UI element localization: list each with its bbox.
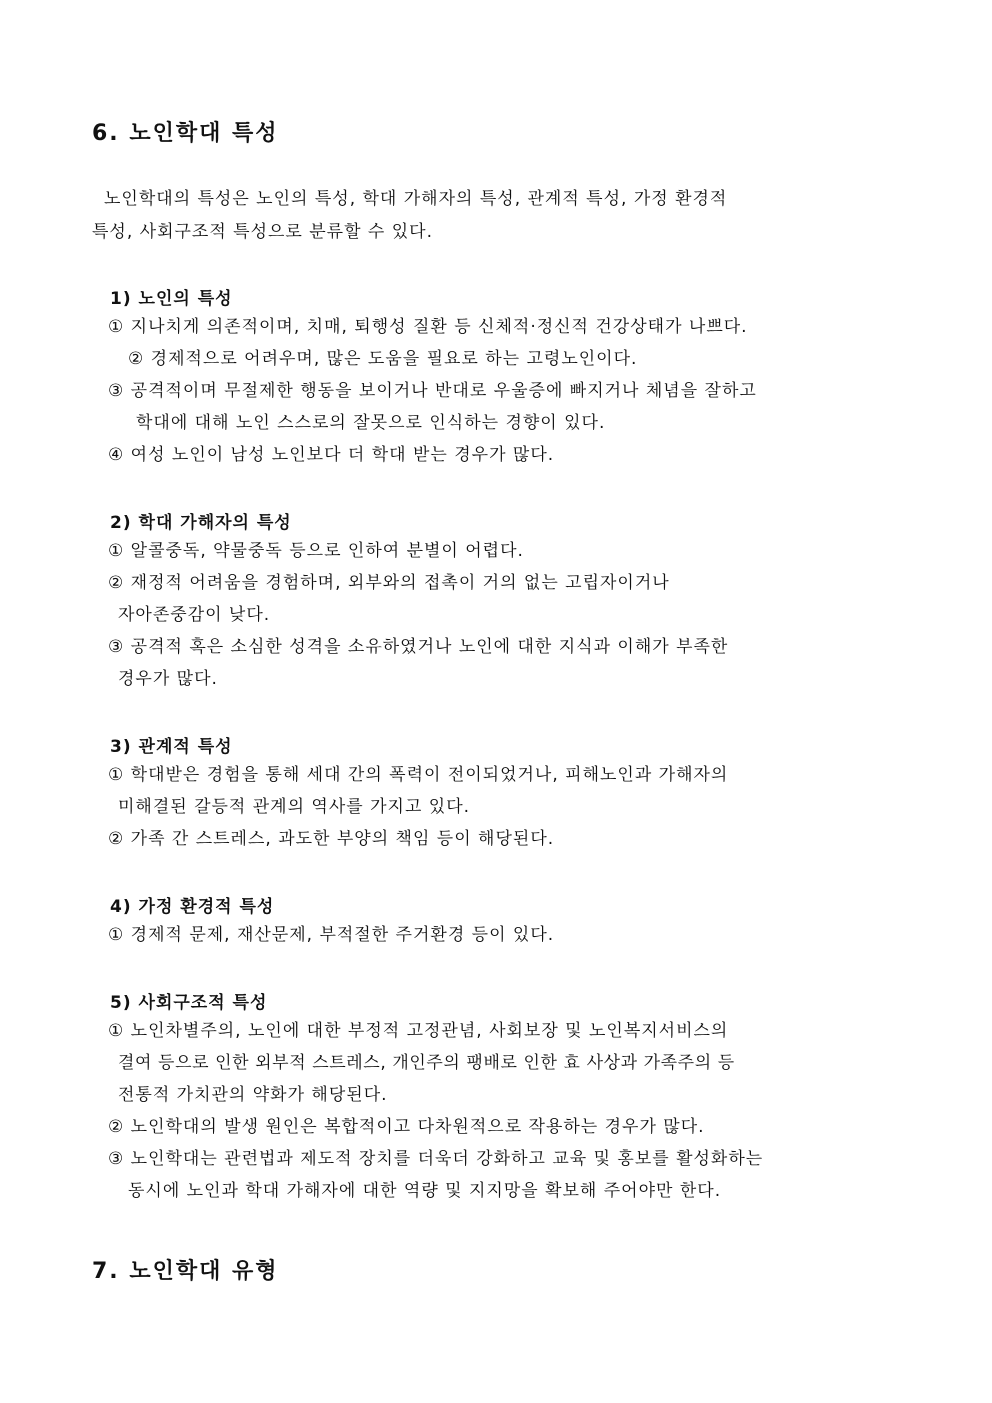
- subsection-5-line-4: ② 노인학대의 발생 원인은 복합적이고 다차원적으로 작용하는 경우가 많다.: [108, 1117, 705, 1137]
- intro-line-2: 특성, 사회구조적 특성으로 분류할 수 있다.: [92, 222, 434, 242]
- section-7-heading: 7. 노인학대 유형: [92, 1259, 279, 1284]
- subsection-5-line-2: 결여 등으로 인한 외부적 스트레스, 개인주의 팽배로 인한 효 사상과 가족주의 등: [118, 1053, 735, 1073]
- subsection-5-line-5: ③ 노인학대는 관련법과 제도적 장치를 더욱더 강화하고 교육 및 홍보를 활성화하는: [108, 1149, 764, 1169]
- subsection-5-line-1: ① 노인차별주의, 노인에 대한 부정적 고정관념, 사회보장 및 노인복지서비스의: [108, 1021, 729, 1041]
- subsection-1-line-5: ④ 여성 노인이 남성 노인보다 더 학대 받는 경우가 많다.: [108, 445, 555, 465]
- subsection-3-title: 3) 관계적 특성: [110, 737, 233, 757]
- subsection-5-line-3: 전통적 가치관의 약화가 해당된다.: [118, 1085, 388, 1105]
- subsection-3-line-1: ① 학대받은 경험을 통해 세대 간의 폭력이 전이되었거나, 피해노인과 가해자의: [108, 765, 729, 785]
- subsection-2-line-5: 경우가 많다.: [118, 669, 218, 689]
- subsection-5-line-6: 동시에 노인과 학대 가해자에 대한 역량 및 지지망을 확보해 주어야만 한다.: [128, 1181, 722, 1201]
- subsection-2-line-4: ③ 공격적 혹은 소심한 성격을 소유하였거나 노인에 대한 지식과 이해가 부족한: [108, 637, 729, 657]
- subsection-1-title: 1) 노인의 특성: [110, 289, 233, 309]
- subsection-2-line-2: ② 재정적 어려움을 경험하며, 외부와의 접촉이 거의 없는 고립자이거나: [108, 573, 670, 593]
- subsection-3-line-2: 미해결된 갈등적 관계의 역사를 가지고 있다.: [118, 797, 471, 817]
- subsection-4-line-1: ① 경제적 문제, 재산문제, 부적절한 주거환경 등이 있다.: [108, 925, 555, 945]
- subsection-2-title: 2) 학대 가해자의 특성: [110, 513, 292, 533]
- subsection-3-line-3: ② 가족 간 스트레스, 과도한 부양의 책임 등이 해당된다.: [108, 829, 555, 849]
- subsection-1-line-1: ① 지나치게 의존적이며, 치매, 퇴행성 질환 등 신체적·정신적 건강상태가 나쁘다.: [108, 317, 748, 337]
- subsection-2-line-3: 자아존중감이 낮다.: [118, 605, 271, 625]
- subsection-1-line-3: ③ 공격적이며 무절제한 행동을 보이거나 반대로 우울증에 빠지거나 체념을 잘하고: [108, 381, 757, 401]
- intro-line-1: 노인학대의 특성은 노인의 특성, 학대 가해자의 특성, 관계적 특성, 가정 환경적: [104, 189, 728, 209]
- section-6-heading: 6. 노인학대 특성: [92, 121, 279, 146]
- subsection-5-title: 5) 사회구조적 특성: [110, 993, 268, 1013]
- subsection-1-line-2: ② 경제적으로 어려우며, 많은 도움을 필요로 하는 고령노인이다.: [128, 349, 638, 369]
- subsection-1-line-4: 학대에 대해 노인 스스로의 잘못으로 인식하는 경향이 있다.: [136, 413, 606, 433]
- subsection-4-title: 4) 가정 환경적 특성: [110, 897, 275, 917]
- subsection-2-line-1: ① 알콜중독, 약물중독 등으로 인하여 분별이 어렵다.: [108, 541, 524, 561]
